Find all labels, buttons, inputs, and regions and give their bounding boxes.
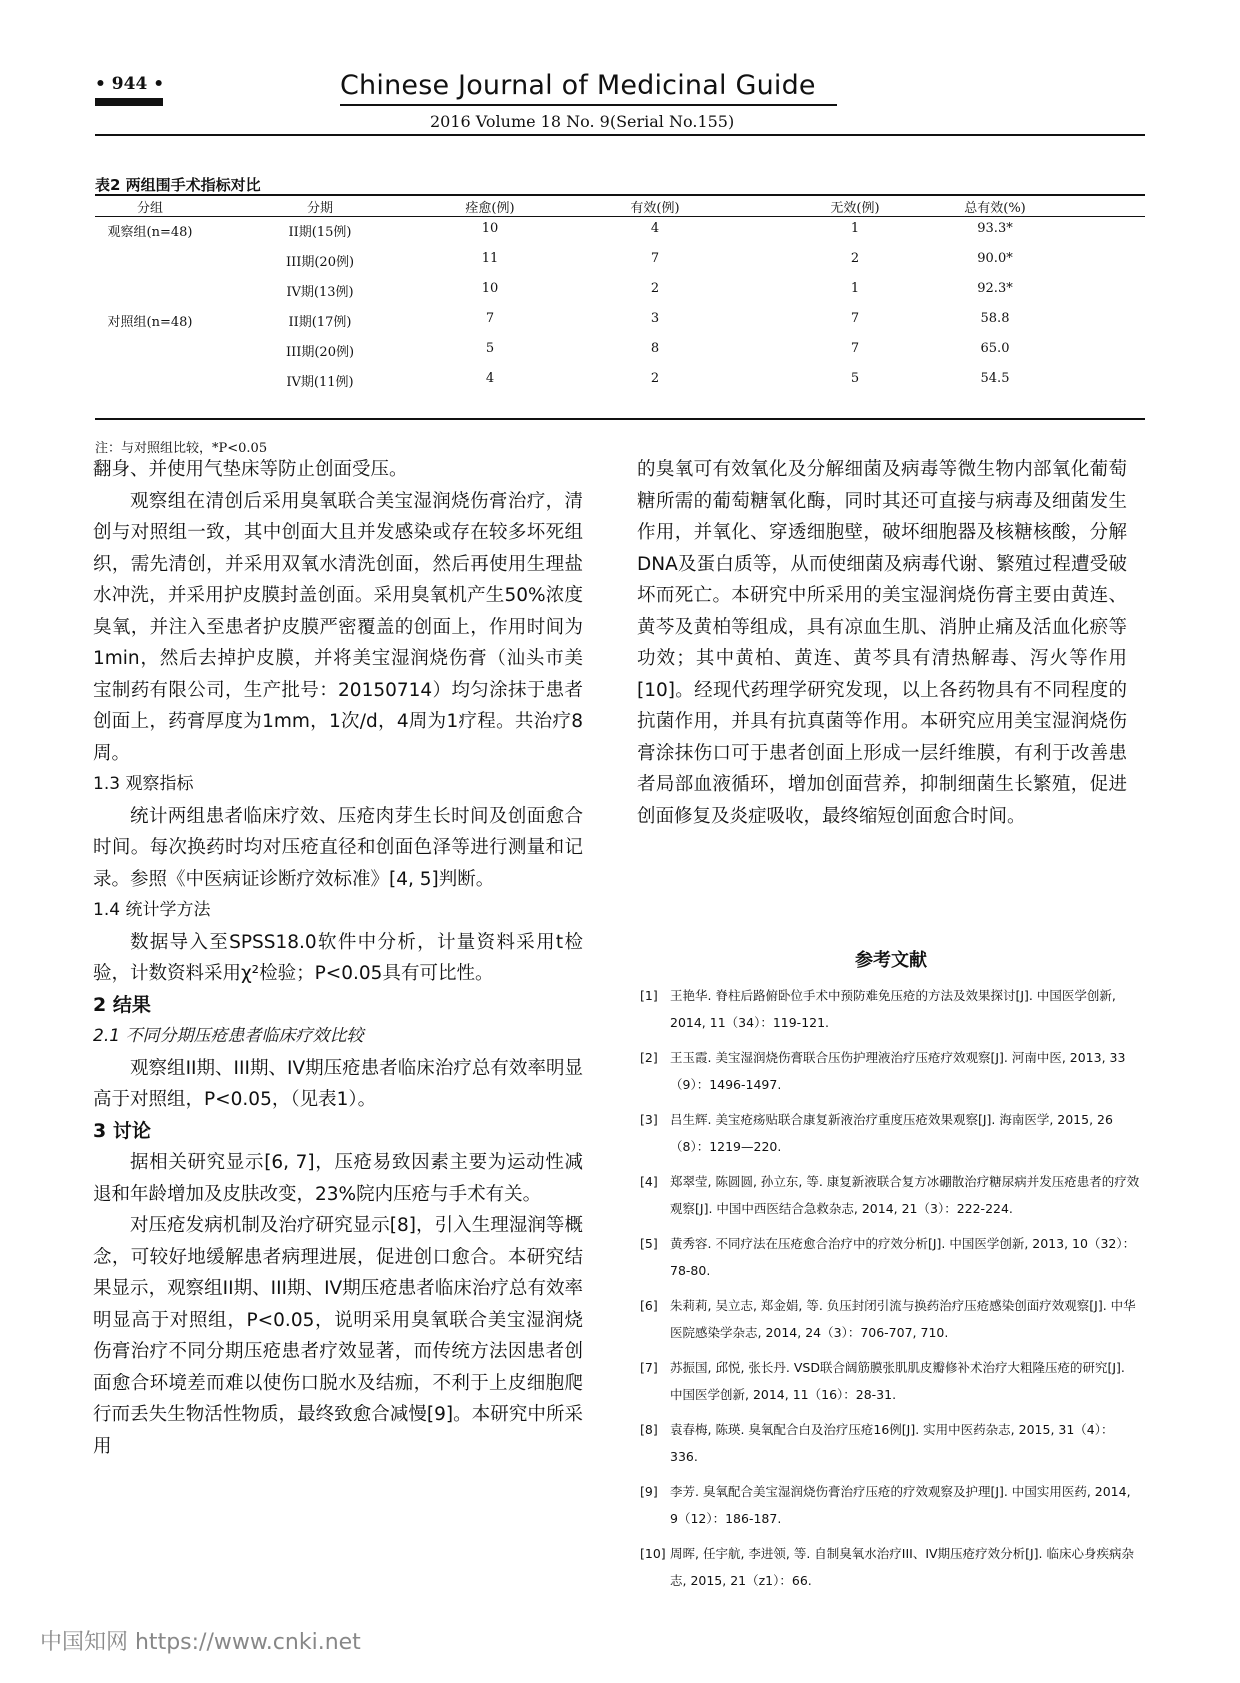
reference-number: [9] [640, 1484, 658, 1499]
reference-text: 郑翠莹, 陈圆圆, 孙立东, 等. 康复新液联合复方冰硼散治疗糖尿病并发压疮患者的疗效观察[J]. 中国中西医结合急救杂志, 2014, 21（3）：222-224. [670, 1174, 1140, 1216]
table-top-rule [95, 194, 1145, 196]
table-cell: 2 [650, 281, 660, 296]
section-heading: 1.3 观察指标 [93, 774, 194, 794]
journal-title-underline [340, 104, 837, 106]
table-cell: 7 [850, 311, 860, 326]
table-header-cell: 痊愈(例) [465, 201, 515, 216]
table-bottom-rule [95, 418, 1145, 420]
reference-item [640, 1230, 1140, 1284]
table-cell: 93.3* [977, 221, 1013, 236]
table-cell: II期(17例) [288, 315, 352, 330]
paragraph: 的臭氧可有效氧化及分解细菌及病毒等微生物内部氧化葡萄糖所需的葡萄糖氧化酶，同时其还可直接与病毒及细菌发生作用，并氧化、穿透细胞壁，破坏细胞器及核糖核酸，分解DNA及蛋白质等，从而使细菌及病毒代谢、繁殖过程遭受破坏而死亡。本研究中所采用的美宝湿润烧伤膏主要由黄连、黄芩及黄柏等组成，具有凉血生肌、消肿止痛及活血化瘀等功效；其中黄柏、黄连、黄芩具有清热解毒、泻火等作用[10]。经现代药理学研究发现，以上各药物具有不同程度的抗菌作用，并具有抗真菌等作用。本研究应用美宝湿润烧伤膏涂抹伤口可于患者创面上形成一层纤维膜，有利于改善患者局部血液循环，增加创面营养，抑制细菌生长繁殖，促进创面修复及炎症吸收，最终缩短创面愈合时间。 [637, 459, 1127, 827]
table-cell: 5 [485, 341, 495, 356]
left-column [93, 454, 583, 1462]
reference-text: 李芳. 臭氧配合美宝湿润烧伤膏治疗压疮的疗效观察及护理[J]. 中国实用医药, 2014, 9（12）：186-187. [670, 1484, 1131, 1526]
section-heading: 1.4 统计学方法 [93, 900, 211, 920]
references-list [640, 982, 1140, 1602]
table-cell: 58.8 [980, 311, 1010, 326]
paragraph: 统计两组患者临床疗效、压疮肉芽生长时间及创面愈合时间。每次换药时均对压疮直径和创面色泽等进行测量和记录。参照《中医病证诊断疗效标准》[4, 5]判断。 [93, 805, 583, 890]
reference-number: [6] [640, 1298, 658, 1313]
header-rule [95, 134, 1145, 136]
table-cell: 7 [485, 311, 495, 326]
table-cell: IV期(11例) [286, 375, 354, 390]
reference-item [640, 1168, 1140, 1222]
reference-item [640, 1292, 1140, 1346]
reference-number: [5] [640, 1236, 658, 1251]
table-cell: 11 [481, 251, 499, 266]
paragraph: 观察组II期、III期、IV期压疮患者临床治疗总有效率明显高于对照组，P<0.05，（见表1）。 [93, 1057, 583, 1110]
reference-text: 周晖, 任宇航, 李进领, 等. 自制臭氧水治疗III、IV期压疮疗效分析[J]. 临床心身疾病杂志, 2015, 21（z1）：66. [670, 1546, 1134, 1588]
journal-title: Chinese Journal of Medicinal Guide [340, 70, 816, 101]
table-cell: 观察组(n=48) [107, 225, 193, 240]
reference-text: 袁春梅, 陈瑛. 臭氧配合白及治疗压疮16例[J]. 实用中医药杂志, 2015, 31（4）：336. [670, 1422, 1114, 1464]
table-cell: 4 [650, 221, 660, 236]
reference-text: 黄秀容. 不同疗法在压疮愈合治疗中的疗效分析[J]. 中国医学创新, 2013, 10（32）：78-80. [670, 1236, 1136, 1278]
reference-item [640, 1106, 1140, 1160]
reference-text: 苏振国, 邱悦, 张长丹. VSD联合阔筋膜张肌肌皮瓣修补术治疗大粗隆压疮的研究[J]. 中国医学创新, 2014, 11（16）：28-31. [670, 1360, 1125, 1402]
table-header-cell: 分组 [136, 201, 163, 216]
section-heading: 2 结果 [93, 993, 151, 1016]
reference-number: [8] [640, 1422, 658, 1437]
reference-number: [3] [640, 1112, 658, 1127]
reference-number: [7] [640, 1360, 658, 1375]
reference-number: [2] [640, 1050, 658, 1065]
page-number: • 944 • [95, 74, 165, 94]
reference-number: [4] [640, 1174, 658, 1189]
table-cell: 8 [650, 341, 660, 356]
table-cell: IV期(13例) [286, 285, 354, 300]
reference-text: 王艳华. 脊柱后路俯卧位手术中预防难免压疮的方法及效果探讨[J]. 中国医学创新, 2014, 11（34）：119-121. [670, 988, 1116, 1030]
right-column [637, 454, 1127, 832]
table-cell: III期(20例) [285, 345, 355, 360]
reference-item [640, 1416, 1140, 1470]
paragraph: 对压疮发病机制及治疗研究显示[8]，引入生理湿润等概念，可较好地缓解患者病理进展，促进创口愈合。本研究结果显示，观察组II期、III期、IV期压疮患者临床治疗总有效率明显高于对照组，P<0.05，说明采用臭氧联合美宝湿润烧伤膏治疗不同分期压疮患者疗效显著，而传统方法因患者创面愈合环境差而难以使伤口脱水及结痂，不利于上皮细胞爬行而丢失生物活性物质，最终致愈合减慢[9]。本研究中所采用 [93, 1215, 583, 1457]
table-cell: 7 [650, 251, 660, 266]
table-cell: 1 [850, 221, 860, 236]
page-number-bar [95, 98, 163, 106]
table-cell: III期(20例) [285, 255, 355, 270]
table-header-rule [95, 216, 1145, 217]
reference-item [640, 1044, 1140, 1098]
table-cell: 1 [850, 281, 860, 296]
section-heading: 2.1 不同分期压疮患者临床疗效比较 [93, 1026, 364, 1046]
references-title: 参考文献 [855, 950, 927, 971]
table-cell: 54.5 [980, 371, 1010, 386]
reference-item [640, 1540, 1140, 1594]
reference-text: 王玉霞. 美宝湿润烧伤膏联合压伤护理液治疗压疮疗效观察[J]. 河南中医, 2013, 33（9）：1496-1497. [670, 1050, 1126, 1092]
reference-number: [10] [640, 1546, 666, 1561]
paragraph: 观察组在清创后采用臭氧联合美宝湿润烧伤膏治疗，清创与对照组一致，其中创面大且并发感染或存在较多坏死组织，需先清创，并采用双氧水清洗创面，然后再使用生理盐水冲洗，并采用护皮膜封盖创面。采用臭氧机产生50%浓度臭氧，并注入至患者护皮膜严密覆盖的创面上，作用时间为1min，然后去掉护皮膜，并将美宝湿润烧伤膏（汕头市美宝制药有限公司，生产批号：20150714）均匀涂抹于患者创面上，药膏厚度为1mm，1次/d，4周为1疗程。共治疗8周。 [93, 490, 583, 764]
table-cell: 10 [481, 281, 499, 296]
journal-issue: 2016 Volume 18 No. 9(Serial No.155) [430, 112, 735, 131]
table-header-cell: 无效(例) [830, 201, 880, 216]
table-cell: 92.3* [977, 281, 1013, 296]
table-cell: 10 [481, 221, 499, 236]
table-cell: 3 [650, 311, 660, 326]
cnki-watermark: 中国知网 https://www.cnki.net [40, 1630, 361, 1655]
table-note: 注：与对照组比较，*P<0.05 [95, 441, 268, 456]
table-header-cell: 有效(例) [630, 201, 680, 216]
section-heading: 3 讨论 [93, 1119, 151, 1142]
reference-text: 朱莉莉, 吴立志, 郑金娟, 等. 负压封闭引流与换药治疗压疮感染创面疗效观察[J]. 中华医院感染学杂志, 2014, 24（3）：706-707, 710. [670, 1298, 1136, 1340]
reference-item [640, 1478, 1140, 1532]
table-caption: 表2 两组围手术指标对比 [95, 176, 261, 194]
table-cell: 2 [650, 371, 660, 386]
table-cell: II期(15例) [288, 225, 352, 240]
table-cell: 65.0 [980, 341, 1010, 356]
reference-item [640, 1354, 1140, 1408]
paragraph: 数据导入至SPSS18.0软件中分析，计量资料采用t检验，计数资料采用χ²检验；P<0.05具有可比性。 [93, 931, 583, 984]
paragraph: 据相关研究显示[6, 7]，压疮易致因素主要为运动性减退和年龄增加及皮肤改变，23%院内压疮与手术有关。 [93, 1152, 583, 1205]
table-cell: 2 [850, 251, 860, 266]
paragraph: 翻身、并使用气垫床等防止创面受压。 [93, 459, 408, 480]
reference-number: [1] [640, 988, 658, 1003]
reference-item [640, 982, 1140, 1036]
table-cell: 5 [850, 371, 860, 386]
table-header-cell: 总有效(%) [964, 201, 1026, 216]
table-cell: 4 [485, 371, 495, 386]
table-header-cell: 分期 [306, 201, 333, 216]
table-cell: 90.0* [977, 251, 1013, 266]
table-cell: 7 [850, 341, 860, 356]
reference-text: 吕生辉. 美宝疮疡贴联合康复新液治疗重度压疮效果观察[J]. 海南医学, 2015, 26（8）：1219—220. [670, 1112, 1113, 1154]
table-cell: 对照组(n=48) [107, 315, 193, 330]
